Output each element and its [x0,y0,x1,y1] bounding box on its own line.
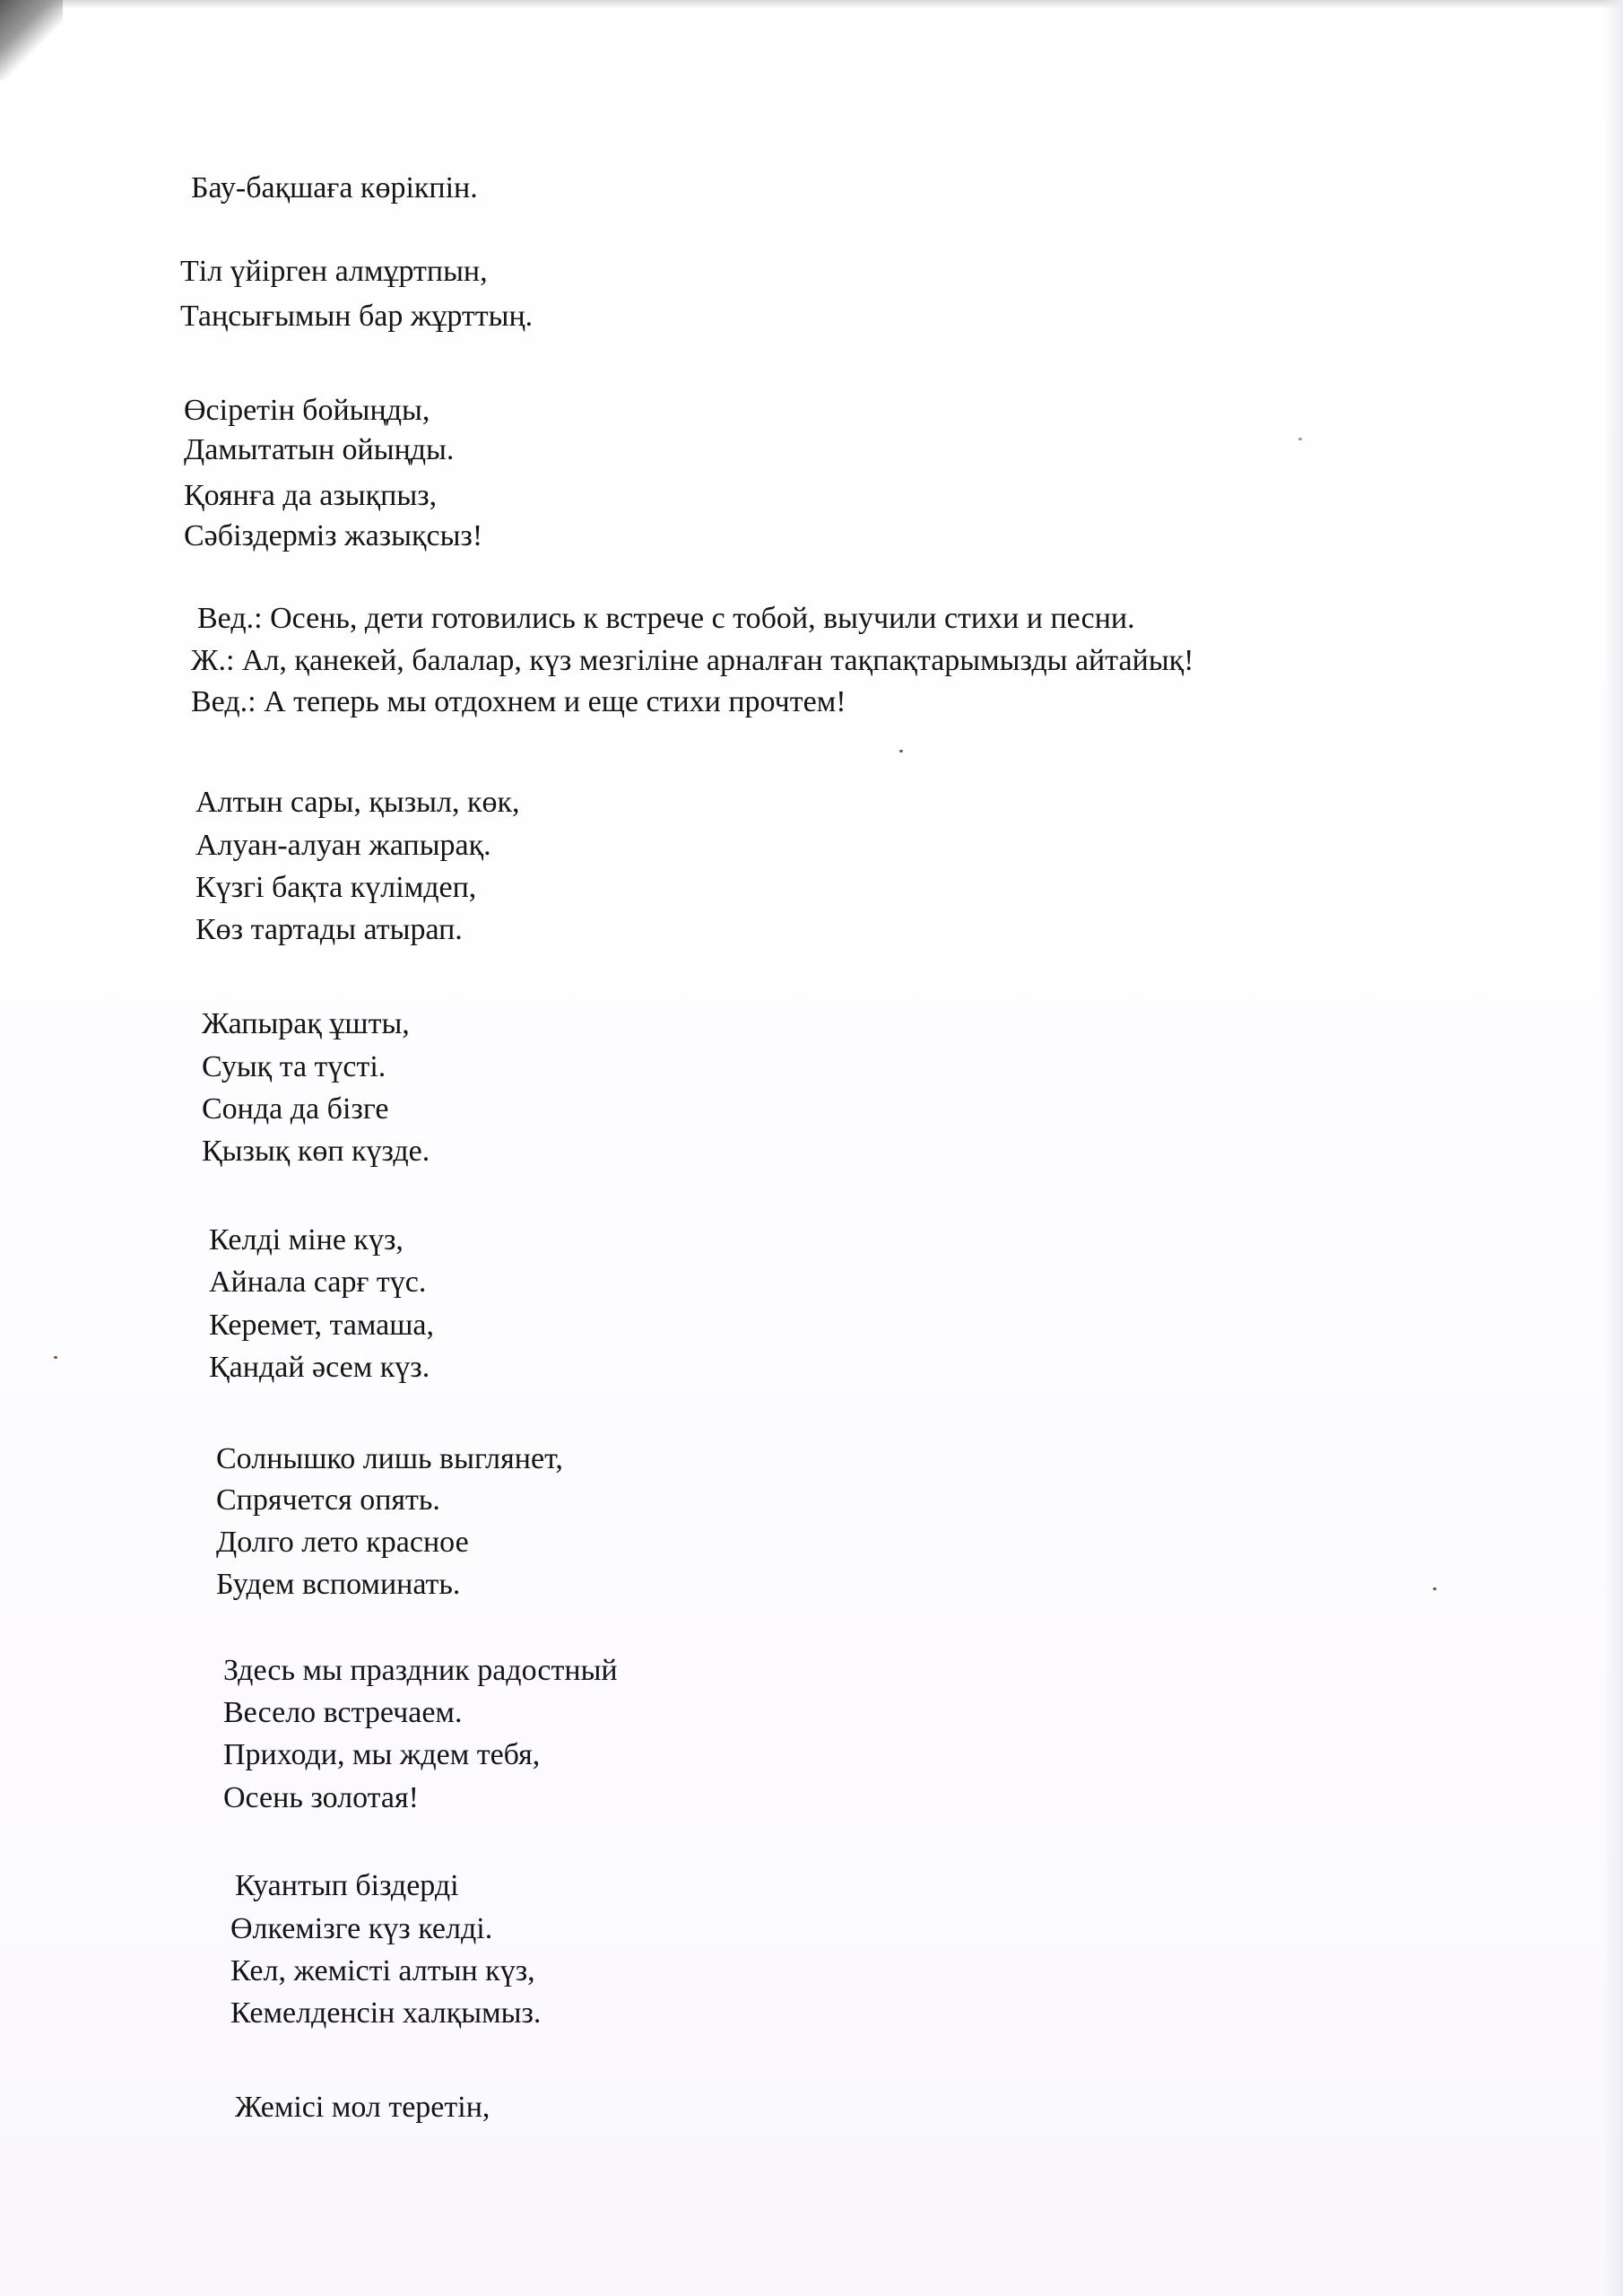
text-line: Здесь мы праздник радостный [223,1654,618,1687]
text-line: Келді міне күз, [209,1223,404,1257]
text-line: Айнала сарғ түс. [209,1265,427,1299]
folded-corner [0,0,63,81]
text-line: Тіл үйірген алмұртпын, [180,255,488,288]
text-line: Вед.: Осень, дети готовились к встрече с тобой, выучили стихи и песни. [197,602,1135,635]
text-line: Спрячется опять. [216,1483,440,1517]
text-line: Сәбіздерміз жазықсыз! [184,519,483,552]
text-line: Долго лето красное [216,1526,469,1559]
text-line: Осень золотая! [223,1781,419,1814]
text-line: Жапырақ ұшты, [202,1007,410,1040]
text-line: Қызық көп күзде. [202,1135,430,1168]
text-line: Приходи, мы ждем тебя, [223,1738,541,1771]
text-line: Суық та түсті. [202,1050,386,1083]
text-line: Қоянға да азықпыз, [184,479,438,512]
text-line: Алтын сары, қызыл, көк, [195,786,520,819]
text-line: Өсіретін бойыңды, [184,394,430,427]
text-line: Бау-бақшаға көрікпін. [191,171,478,204]
text-line: Кел, жемісті алтын күз, [230,1954,535,1987]
text-line: Керемет, тамаша, [209,1309,434,1342]
text-line: Өлкемізге күз келді. [230,1912,493,1945]
scan-right-edge [1603,0,1623,2296]
text-line: Алуан-алуан жапырақ. [195,829,491,862]
scan-top-shadow [0,0,1623,9]
text-line: Қандай әсем күз. [209,1351,430,1384]
text-line: Ж.: Ал, қанекей, балалар, күз мезгіліне арналған тақпақтарымызды айтайық! [191,644,1194,677]
text-line: Көз тартады атырап. [195,913,463,946]
text-line: Вед.: А теперь мы отдохнем и еще стихи прочтем! [191,685,846,718]
scan-speck [54,1356,57,1359]
text-line: Весело встречаем. [223,1696,463,1729]
scan-speck [899,750,903,752]
text-line: Кемелденсін халқымыз. [230,1996,542,2030]
text-line: Жемісі мол теретін, [235,2091,490,2124]
text-line: Таңсығымын бар жұрттың. [180,300,534,333]
text-line: Сонда да бізге [202,1092,389,1126]
text-line: Солнышко лишь выглянет, [216,1442,563,1475]
text-line: Куантып біздерді [235,1869,459,1902]
text-line: Дамытатын ойыңды. [184,433,455,466]
text-line: Күзгі бақта күлімдеп, [195,871,477,904]
scan-speck [1433,1587,1436,1590]
scan-speck [1298,438,1302,440]
text-line: Будем вспоминать. [216,1568,461,1601]
